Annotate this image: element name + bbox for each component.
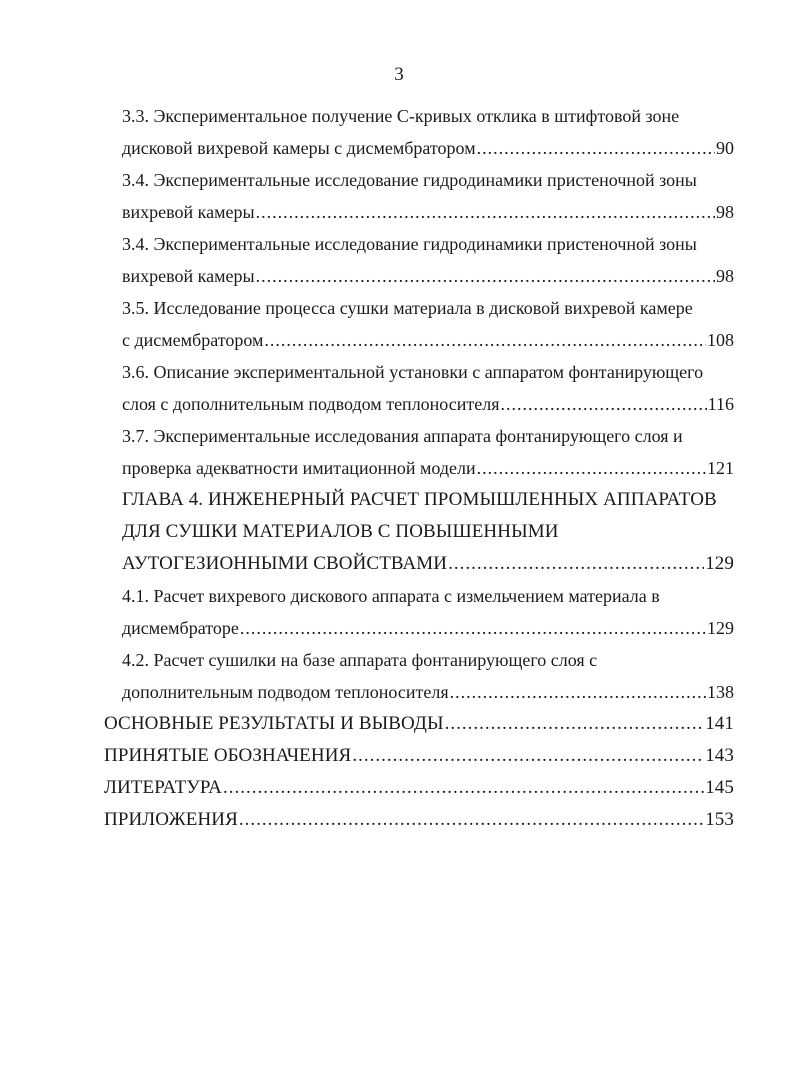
chapter-title-end: АУТОГЕЗИОННЫМИ СВОЙСТВАМИ bbox=[122, 553, 448, 574]
toc-entry-3-4-duplicate[interactable] bbox=[0, 228, 798, 292]
toc-entry-title-end: дополнительным подводом теплоносителя bbox=[122, 682, 449, 702]
toc-entry-title-end: дисковой вихревой камеры с дисмембратором bbox=[122, 138, 476, 158]
toc-page-number: 121 bbox=[707, 458, 734, 478]
toc-page-number: 98 bbox=[716, 202, 734, 222]
toc-page-number: 143 bbox=[705, 745, 734, 766]
toc-page-number: 129 bbox=[705, 553, 734, 574]
toc-entry-title: 3.6. Описание экспериментальной установки с аппаратом фонтанирующего bbox=[122, 362, 704, 382]
dot-leader bbox=[239, 804, 704, 836]
toc-entry-title-end: вихревой камеры bbox=[122, 202, 255, 222]
toc-entry-title: 3.5. Исследование процесса сушки материала в дисковой вихревой камере bbox=[122, 298, 693, 318]
toc-entry-title-end: слоя с дополнительным подводом теплоносителя bbox=[122, 394, 500, 414]
dot-leader bbox=[477, 132, 715, 164]
dot-leader bbox=[450, 676, 706, 708]
toc-page-number: 108 bbox=[707, 330, 734, 350]
dot-leader bbox=[256, 196, 715, 228]
toc-entry-3-5[interactable] bbox=[0, 292, 798, 356]
toc-entry-title: ПРИНЯТЫЕ ОБОЗНАЧЕНИЯ bbox=[104, 745, 352, 766]
toc-entry-results[interactable] bbox=[0, 708, 798, 740]
toc-entry-3-7[interactable] bbox=[0, 420, 798, 484]
toc-entry-title-end: дисмембраторе bbox=[122, 618, 239, 638]
toc-page-number: 129 bbox=[707, 618, 734, 638]
toc-entry-title: 3.4. Экспериментальные исследование гидродинамики пристеночной зоны bbox=[122, 234, 697, 254]
toc-entry-title: 3.7. Экспериментальные исследования аппарата фонтанирующего слоя и bbox=[122, 426, 683, 446]
chapter-title-line-2: ДЛЯ СУШКИ МАТЕРИАЛОВ С ПОВЫШЕННЫМИ bbox=[122, 521, 559, 542]
toc-page-number: 153 bbox=[705, 809, 734, 830]
toc-entry-title: ОСНОВНЫЕ РЕЗУЛЬТАТЫ И ВЫВОДЫ bbox=[104, 713, 444, 734]
toc-entry-title-end: вихревой камеры bbox=[122, 266, 255, 286]
toc-entry-title: 3.4. Экспериментальные исследование гидродинамики пристеночной зоны bbox=[122, 170, 697, 190]
toc-entry-appendices[interactable] bbox=[0, 804, 798, 836]
toc-entry-title: ЛИТЕРАТУРА bbox=[104, 777, 222, 798]
toc-entry-chapter-4[interactable] bbox=[0, 484, 798, 580]
toc-entry-title-end: с дисмембратором bbox=[122, 330, 264, 350]
dot-leader bbox=[240, 612, 706, 644]
toc-entry-3-3[interactable] bbox=[0, 100, 798, 164]
toc-entry-title: 4.2. Расчет сушилки на базе аппарата фонтанирующего слоя с bbox=[122, 650, 598, 670]
chapter-title-line-1: ГЛАВА 4. ИНЖЕНЕРНЫЙ РАСЧЕТ ПРОМЫШЛЕННЫХ АППАРАТОВ bbox=[122, 489, 717, 510]
dot-leader bbox=[352, 740, 704, 772]
dot-leader bbox=[256, 260, 715, 292]
toc-entry-3-4[interactable] bbox=[0, 164, 798, 228]
toc-page-number: 141 bbox=[705, 713, 734, 734]
toc-page-number: 116 bbox=[707, 394, 734, 414]
toc-page-number: 145 bbox=[705, 777, 734, 798]
page-number: 3 bbox=[394, 64, 404, 85]
dot-leader bbox=[501, 388, 707, 420]
toc-page-number: 138 bbox=[707, 682, 734, 702]
toc-entry-title: 3.3. Экспериментальное получение С-кривых отклика в штифтовой зоне bbox=[122, 106, 680, 126]
table-of-contents bbox=[0, 100, 798, 836]
toc-entry-4-2[interactable] bbox=[0, 644, 798, 708]
toc-entry-3-6[interactable] bbox=[0, 356, 798, 420]
toc-entry-literature[interactable] bbox=[0, 772, 798, 804]
dot-leader bbox=[448, 548, 704, 580]
toc-entry-notation[interactable] bbox=[0, 740, 798, 772]
dot-leader bbox=[477, 452, 706, 484]
toc-page-number: 90 bbox=[716, 138, 734, 158]
dot-leader bbox=[445, 708, 705, 740]
toc-entry-title: 4.1. Расчет вихревого дискового аппарата с измельчением материала в bbox=[122, 586, 660, 606]
dot-leader bbox=[223, 772, 704, 804]
toc-entry-4-1[interactable] bbox=[0, 580, 798, 644]
toc-page-number: 98 bbox=[716, 266, 734, 286]
toc-entry-title-end: проверка адекватности имитационной модели bbox=[122, 458, 476, 478]
dot-leader bbox=[264, 324, 706, 356]
toc-entry-title: ПРИЛОЖЕНИЯ bbox=[104, 809, 238, 830]
